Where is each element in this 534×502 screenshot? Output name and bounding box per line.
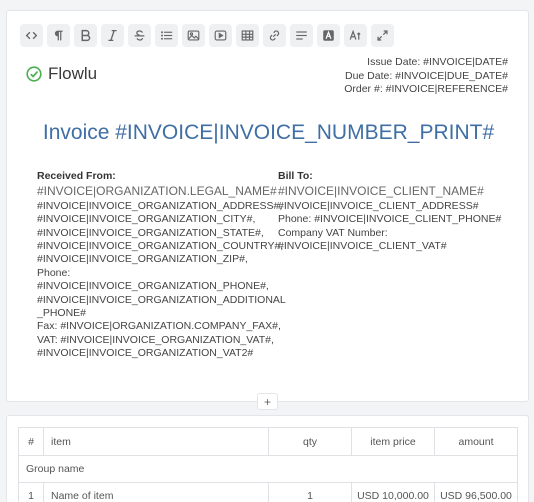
add-block-button[interactable]: + [257, 393, 278, 410]
received-from-line: Phone: [37, 266, 71, 279]
table-icon[interactable] [236, 24, 259, 47]
text-color-icon[interactable] [317, 24, 340, 47]
bold-icon[interactable] [74, 24, 97, 47]
fullscreen-icon[interactable] [371, 24, 394, 47]
paragraph-icon[interactable] [47, 24, 70, 47]
received-from-line: #INVOICE|INVOICE_ORGANIZATION_ZIP#, [37, 253, 248, 266]
image-icon[interactable] [182, 24, 205, 47]
due-date: Due Date: #INVOICE|DUE_DATE# [344, 69, 508, 82]
row-qty[interactable]: 1 [269, 483, 352, 502]
bill-to-line: Phone: #INVOICE|INVOICE_CLIENT_PHONE# [278, 213, 502, 226]
invoice-title: Invoice #INVOICE|INVOICE_NUMBER_PRINT# [42, 121, 495, 144]
issue-date: Issue Date: #INVOICE|DATE# [367, 56, 508, 68]
row-number: 1 [19, 483, 44, 502]
editor-card [6, 10, 529, 402]
items-table [18, 427, 518, 502]
order-number: Order #: #INVOICE|REFERENCE# [344, 83, 508, 95]
col-header-item: item [44, 428, 269, 455]
col-header-qty: qty [269, 428, 352, 455]
bill-to-line: Company VAT Number: [278, 226, 388, 239]
table-row[interactable] [19, 483, 517, 502]
row-item-name[interactable]: Name of item [44, 483, 269, 502]
bill-to-line: #INVOICE|INVOICE_CLIENT_VAT# [278, 240, 447, 253]
group-name-row[interactable]: Group name [19, 456, 517, 483]
received-from-line: #INVOICE|INVOICE_ORGANIZATION_PHONE#, [37, 280, 269, 293]
received-from-line: #INVOICE|INVOICE_ORGANIZATION_VAT2# [37, 347, 254, 360]
received-from-line: #INVOICE|INVOICE_ORGANIZATION_COUNTRY#, [37, 240, 284, 253]
bill-to-block [278, 170, 508, 253]
link-icon[interactable] [263, 24, 286, 47]
organization-name: #INVOICE|ORGANIZATION.LEGAL_NAME# [37, 184, 277, 199]
received-from-line: _PHONE# [37, 307, 87, 320]
code-icon[interactable] [20, 24, 43, 47]
list-icon[interactable] [155, 24, 178, 47]
video-icon[interactable] [209, 24, 232, 47]
strikethrough-icon[interactable] [128, 24, 151, 47]
col-header-amount: amount [458, 435, 494, 448]
editor-toolbar [20, 24, 394, 47]
italic-icon[interactable] [101, 24, 124, 47]
received-from-line: #INVOICE|INVOICE_ORGANIZATION_STATE#, [37, 226, 264, 239]
table-header-row [19, 428, 517, 456]
logo-check-icon [26, 66, 42, 82]
client-name: #INVOICE|INVOICE_CLIENT_NAME# [278, 184, 484, 199]
col-header-item-price: item price [352, 428, 435, 455]
bill-to-heading: Bill To: [278, 170, 313, 182]
received-from-line: #INVOICE|INVOICE_ORGANIZATION_CITY#, [37, 213, 256, 226]
logo-text: Flowlu [48, 64, 98, 83]
flowlu-logo [26, 64, 97, 84]
received-from-line: Fax: #INVOICE|ORGANIZATION.COMPANY_FAX#, [37, 320, 281, 333]
font-size-icon[interactable] [344, 24, 367, 47]
items-card [6, 415, 529, 502]
row-amount: USD 96,500.00 [440, 490, 512, 502]
received-from-heading: Received From: [37, 170, 116, 182]
row-item-price[interactable]: USD 10,000.00 [352, 483, 435, 502]
col-header-number: # [19, 428, 44, 455]
align-icon[interactable] [290, 24, 313, 47]
received-from-line: #INVOICE|INVOICE_ORGANIZATION_ADDITIONAL [37, 293, 286, 306]
bill-to-line: #INVOICE|INVOICE_CLIENT_ADDRESS# [278, 199, 479, 212]
received-from-line: #INVOICE|INVOICE_ORGANIZATION_ADDRESS#, [37, 199, 283, 212]
received-from-block [37, 170, 286, 361]
invoice-meta [344, 56, 508, 97]
received-from-line: VAT: #INVOICE|INVOICE_ORGANIZATION_VAT#, [37, 333, 274, 346]
